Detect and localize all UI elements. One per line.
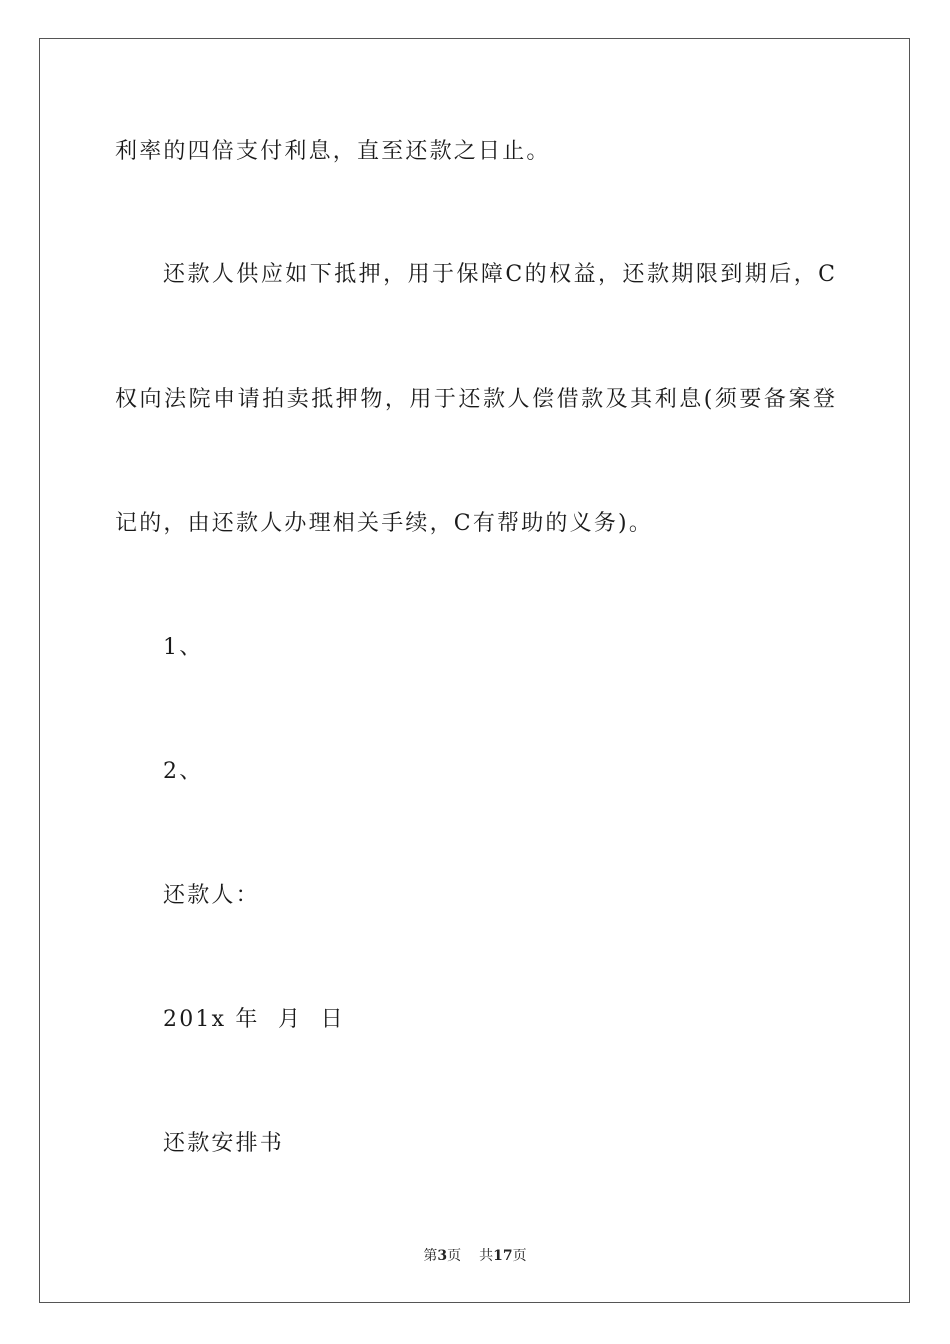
page-footer [0, 1247, 950, 1265]
page-frame [39, 38, 910, 1303]
footer-total-prefix: 共 [479, 1248, 494, 1264]
footer-page-number: 3 [437, 1248, 448, 1264]
list-item-2: 2、 [163, 759, 204, 784]
footer-page-suffix: 页 [447, 1248, 462, 1264]
footer-prefix: 第 [423, 1248, 438, 1264]
list-item-1: 1、 [163, 635, 204, 660]
text-line-3: 权向法院申请拍卖抵押物，用于还款人偿借款及其利息(须要备案登 [115, 387, 835, 412]
text-line-2: 还款人供应如下抵押，用于保障C的权益，还款期限到期后，C [163, 262, 835, 287]
footer-total-suffix: 页 [512, 1248, 527, 1264]
text-line-4: 记的，由还款人办理相关手续，C有帮助的义务)。 [115, 511, 654, 536]
section-title: 还款安排书 [163, 1131, 285, 1156]
date-line: 201x 年 月 日 [163, 1007, 345, 1032]
text-line-1: 利率的四倍支付利息，直至还款之日止。 [115, 139, 551, 164]
signature-label: 还款人： [163, 883, 260, 908]
footer-total-pages: 17 [493, 1248, 513, 1264]
